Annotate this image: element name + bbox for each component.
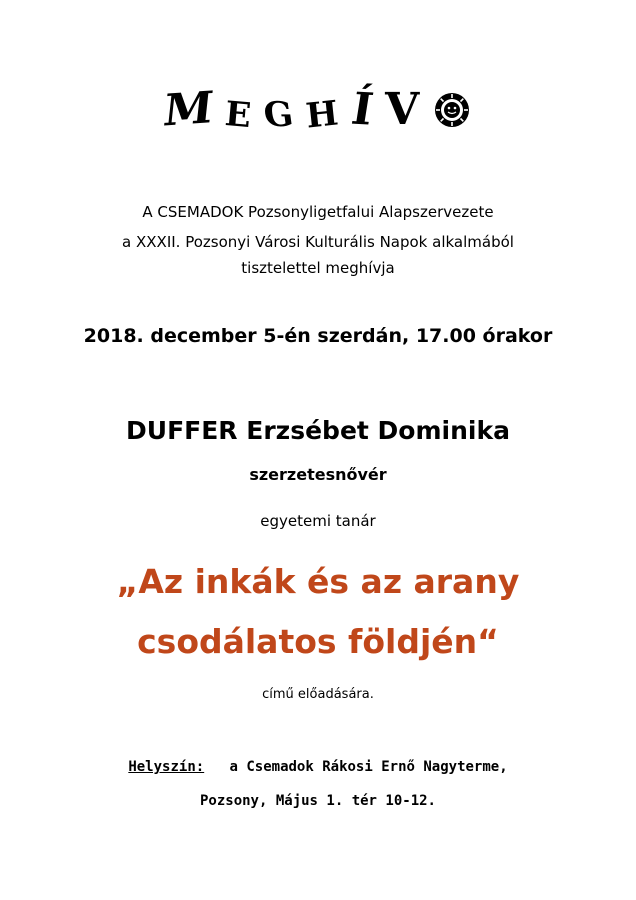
invite-line: tisztelettel meghívja bbox=[241, 259, 395, 277]
title-letter: Í bbox=[347, 83, 377, 136]
venue-label: Helyszín: bbox=[128, 759, 205, 775]
venue-address: Pozsony, Május 1. tér 10-12. bbox=[199, 793, 436, 809]
page-title bbox=[0, 82, 636, 148]
lecture-title-line1: „Az inkák és az arany bbox=[116, 562, 520, 601]
title-letter: H bbox=[304, 93, 341, 137]
venue-place: a Csemadok Rákosi Ernő Nagyterme, bbox=[229, 759, 508, 775]
venue-line bbox=[0, 759, 636, 775]
speaker-role-secondary: egyetemi tanár bbox=[260, 512, 376, 530]
organizer-line: A CSEMADOK Pozsonyligetfalui Alapszervezete bbox=[142, 203, 494, 221]
speaker-role-primary: szerzetesnővér bbox=[249, 465, 387, 484]
title-letter: E bbox=[223, 93, 254, 137]
occasion-line: a XXXII. Pozsonyi Városi Kulturális Napok alkalmából bbox=[122, 233, 514, 251]
lecture-suffix: című előadására. bbox=[262, 687, 374, 702]
title-letter: M bbox=[160, 82, 216, 137]
sun-icon bbox=[432, 90, 472, 130]
title-letter: G bbox=[261, 95, 297, 135]
title-letter: V bbox=[385, 84, 420, 135]
lecture-title-line2: csodálatos földjén“ bbox=[137, 622, 499, 661]
event-datetime: 2018. december 5-én szerdán, 17.00 órakor bbox=[83, 325, 553, 347]
speaker-name: DUFFER Erzsébet Dominika bbox=[126, 416, 510, 445]
